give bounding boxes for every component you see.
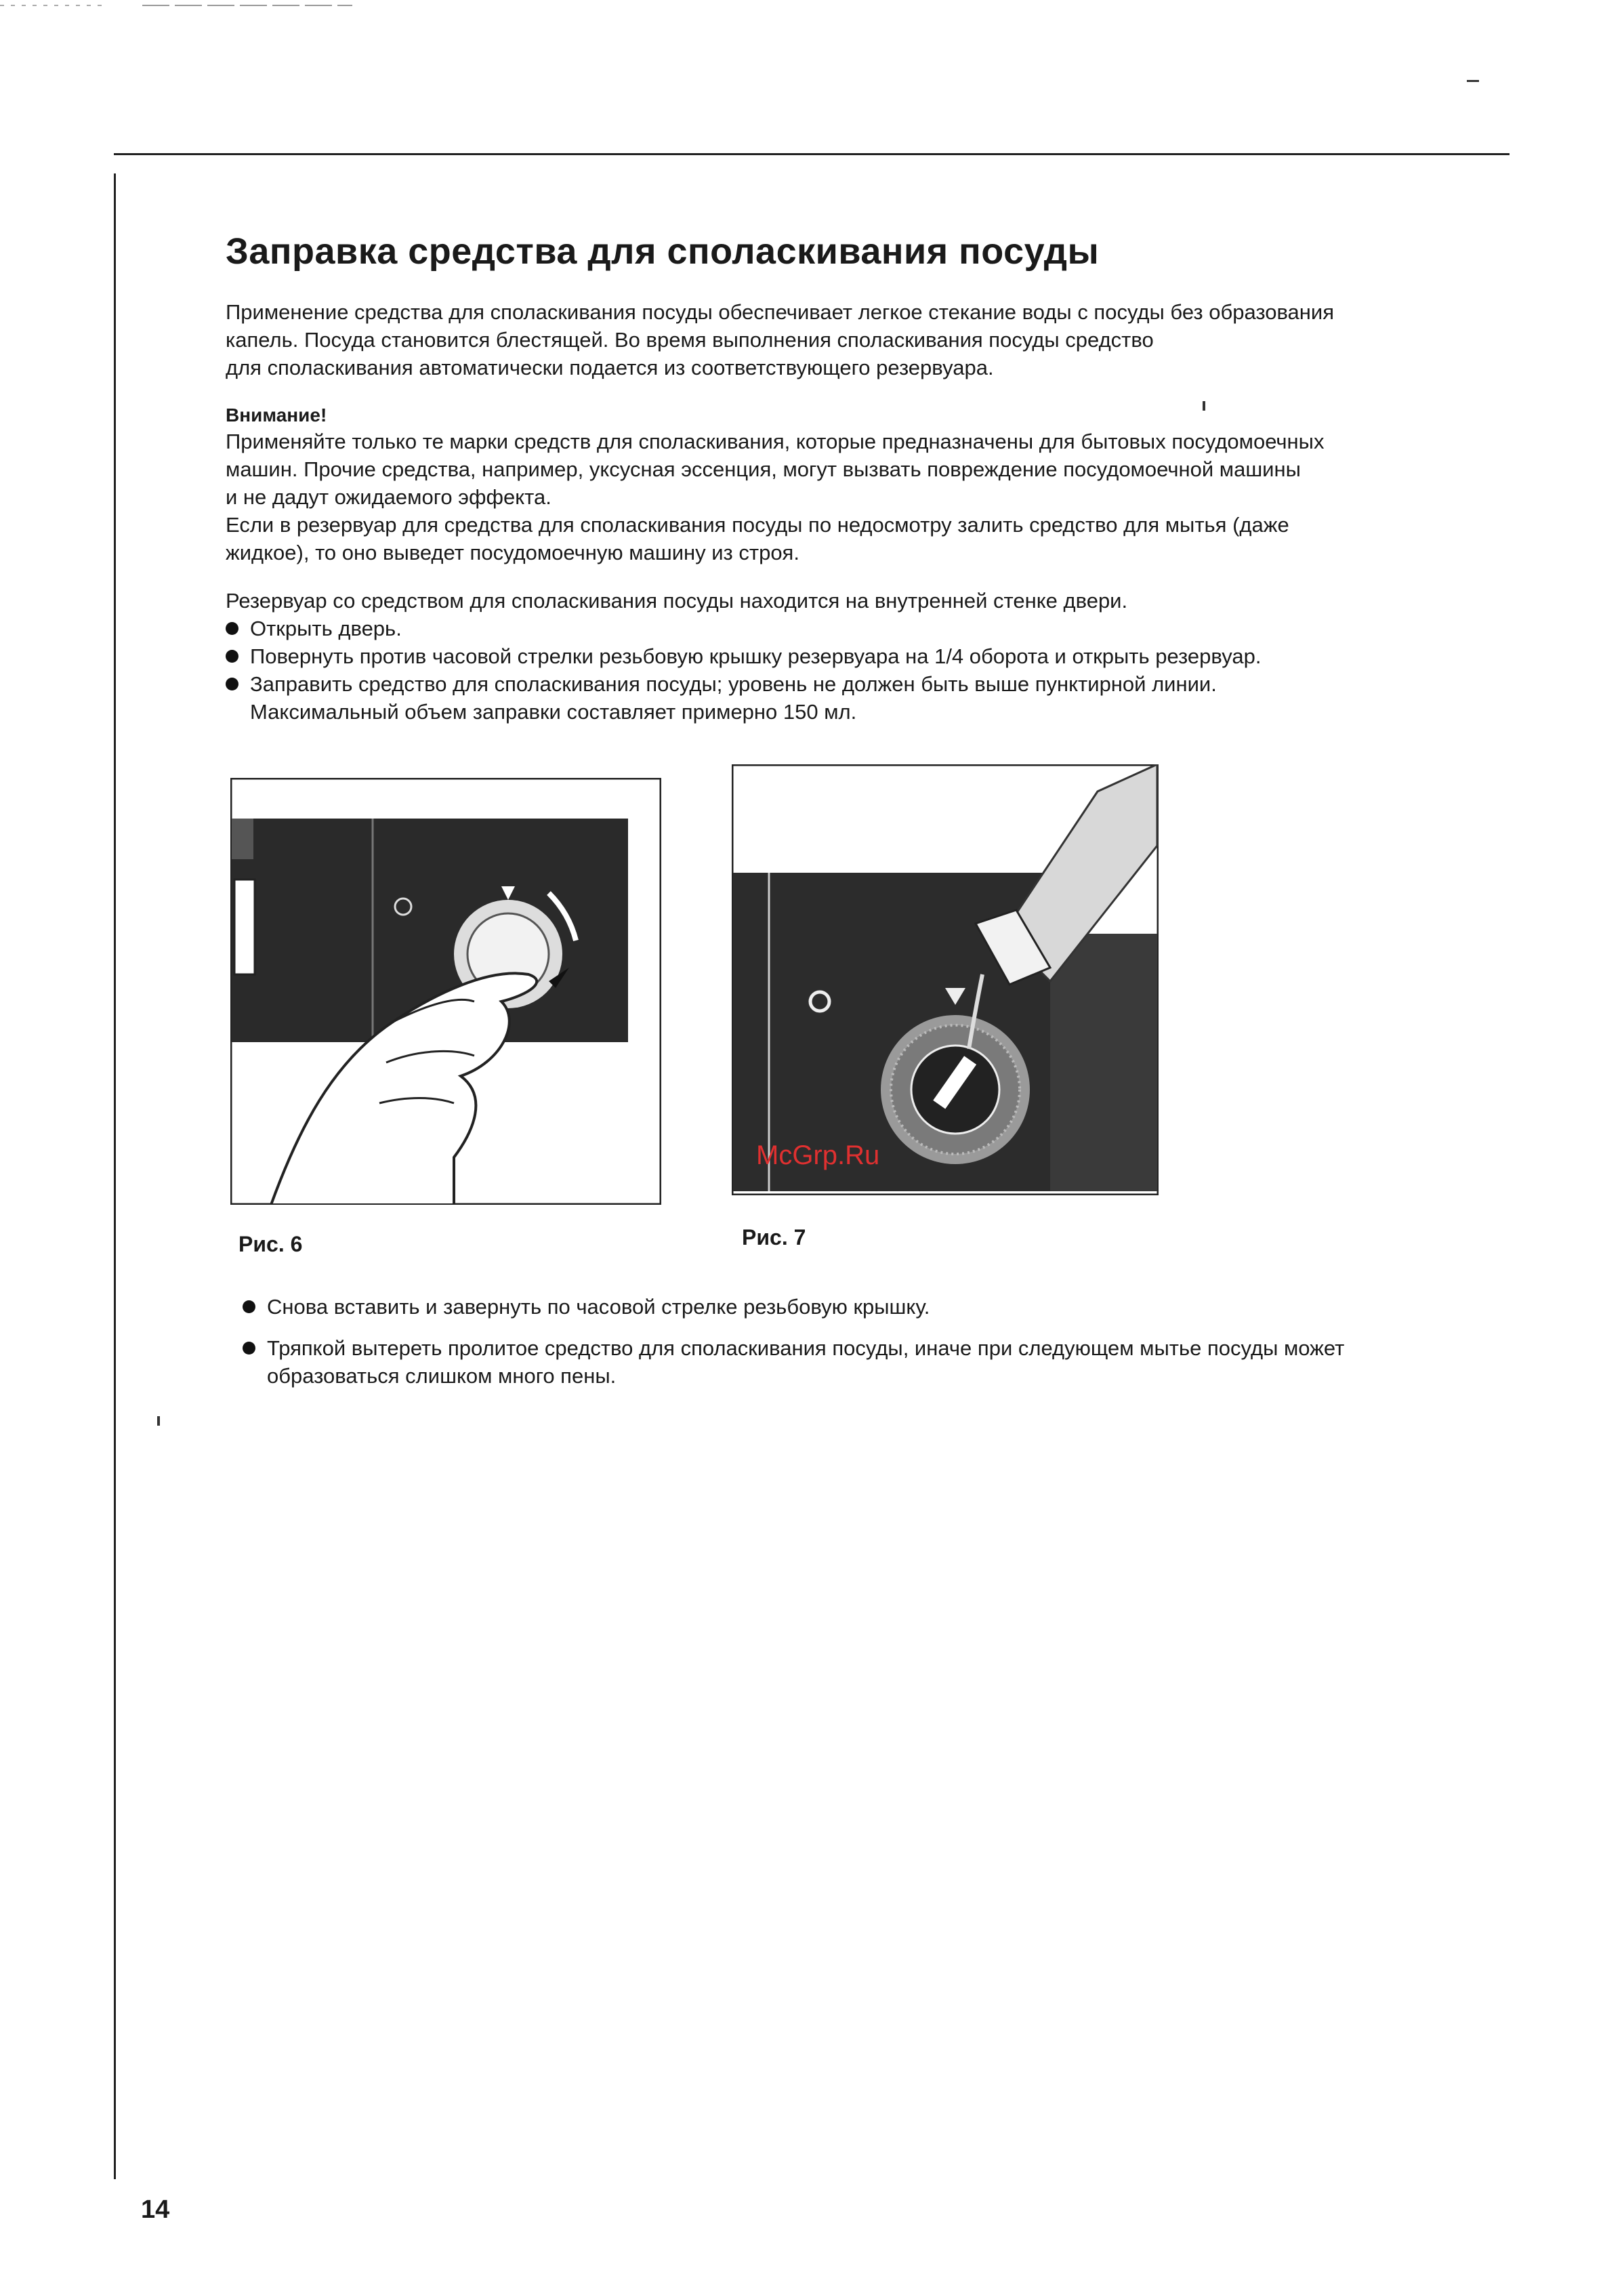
step-text: Повернуть против часовой стрелки резьбовую крышку резервуара на 1/4 оборота и открыть резервуар.: [250, 644, 1262, 668]
figure-7-illustration: [732, 764, 1159, 1195]
steps-list: [226, 615, 1465, 726]
step-text: Тряпкой вытереть пролитое средство для споласкивания посуды, иначе при следующем мытье посуды может: [267, 1336, 1345, 1360]
figure-6-caption: Рис. 6: [238, 1232, 303, 1256]
bullet-icon: [226, 650, 238, 663]
corner-mark: [1467, 80, 1479, 82]
list-item: [243, 1293, 1482, 1321]
after-steps-list: [243, 1293, 1482, 1390]
bullet-icon: [226, 678, 238, 690]
step-text: Снова вставить и завернуть по часовой стрелке резьбовую крышку.: [267, 1295, 930, 1319]
list-item: [243, 1334, 1482, 1390]
step-text: Заправить средство для споласкивания посуды; уровень не должен быть выше пунктирной линии.: [250, 672, 1217, 696]
warning-line: и не дадут ожидаемого эффекта.: [226, 485, 551, 509]
intro-line: Применение средства для споласкивания посуды обеспечивает легкое стекание воды с посуды без образования: [226, 300, 1335, 324]
intro-line: капель. Посуда становится блестящей. Во время выполнения споласкивания посуды средство: [226, 328, 1154, 352]
bullet-icon: [243, 1342, 255, 1355]
figure-6-illustration: [230, 778, 661, 1205]
intro-line: для споласкивания автоматически подается из соответствующего резервуара.: [226, 356, 994, 379]
list-item: [226, 615, 1465, 642]
warning-title: Внимание!: [226, 405, 327, 426]
list-item-continuation: [226, 698, 1465, 726]
bullet-icon: [226, 622, 238, 635]
step-text: Открыть дверь.: [250, 617, 402, 640]
scan-artifacts: [0, 0, 1624, 14]
bullet-icon: [243, 1300, 255, 1313]
frame-left-rule: [114, 173, 116, 2179]
warning-line: Если в резервуар для средства для споласкивания посуды по недосмотру залить средство для мытья (даже: [226, 513, 1289, 537]
warning-line: машин. Прочие средства, например, уксусная эссенция, могут вызвать повреждение посудомоечной машины: [226, 457, 1301, 481]
reservoir-location-text: Резервуар со средством для споласкивания посуды находится на внутренней стенке двери.: [226, 589, 1128, 613]
list-item: [226, 642, 1465, 670]
frame-top-rule: [114, 153, 1510, 155]
warning-paragraph: [226, 428, 1465, 566]
figures-area: [230, 764, 1179, 1279]
page-number: 14: [141, 2195, 170, 2224]
page-title: Заправка средства для споласкивания посуды: [226, 231, 1100, 272]
watermark-text: McGrp.Ru: [756, 1140, 880, 1170]
intro-paragraph: [226, 298, 1465, 381]
step-text: Максимальный объем заправки составляет примерно 150 мл.: [250, 700, 857, 724]
step-text: образоваться слишком много пены.: [267, 1364, 617, 1388]
main-content: [226, 230, 1465, 726]
warning-line: Применяйте только те марки средств для споласкивания, которые предназначены для бытовых посудомоечных: [226, 430, 1325, 453]
scan-speck: [157, 1416, 160, 1426]
warning-line: жидкое), то оно выведет посудомоечную машину из строя.: [226, 541, 799, 564]
figure-7-caption: Рис. 7: [742, 1225, 806, 1249]
list-item: [226, 670, 1465, 698]
